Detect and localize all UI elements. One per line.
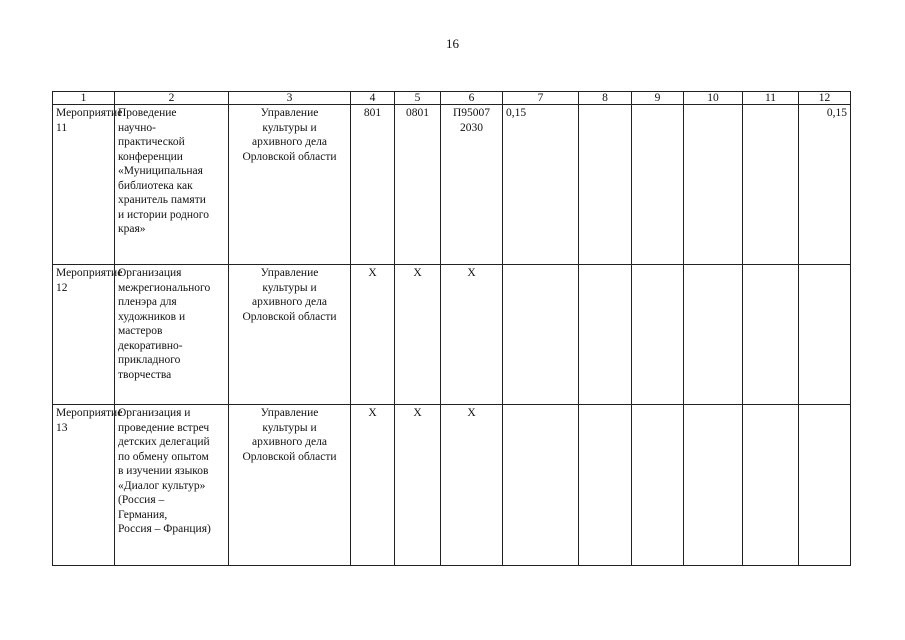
cell-col11 [743, 405, 799, 566]
cell-col5: 0801 [395, 105, 441, 265]
column-header: 6 [441, 92, 503, 105]
cell-col6: Х [441, 405, 503, 566]
column-header: 10 [684, 92, 743, 105]
cell-col9 [632, 405, 684, 566]
column-header: 9 [632, 92, 684, 105]
column-header: 7 [503, 92, 579, 105]
column-header: 3 [229, 92, 351, 105]
column-header: 11 [743, 92, 799, 105]
cell-col6: Х [441, 265, 503, 405]
table-row [53, 405, 851, 566]
cell-col11 [743, 105, 799, 265]
cell-col4: Х [351, 405, 395, 566]
event-name: Организация и проведение встреч детских делегаций по обмену опытом в изучении языков «Диалог культур» (Россия – Германия, Россия – Франция) [115, 405, 229, 566]
cell-col7: 0,15 [503, 105, 579, 265]
cell-col9 [632, 265, 684, 405]
cell-col6: П95007 2030 [441, 105, 503, 265]
cell-col5: Х [395, 405, 441, 566]
executor: Управление культуры и архивного дела Орловской области [229, 265, 351, 405]
column-header: 8 [579, 92, 632, 105]
cell-col12: 0,15 [799, 105, 851, 265]
table-row [53, 105, 851, 265]
cell-col12 [799, 405, 851, 566]
column-header: 4 [351, 92, 395, 105]
page-number: 16 [446, 36, 459, 51]
cell-col8 [579, 265, 632, 405]
cell-col11 [743, 265, 799, 405]
table-row [53, 265, 851, 405]
executor: Управление культуры и архивного дела Орловской области [229, 105, 351, 265]
column-header: 2 [115, 92, 229, 105]
executor: Управление культуры и архивного дела Орловской области [229, 405, 351, 566]
event-name: Организация межрегионального пленэра для художников и мастеров декоративно- прикладного творчества [115, 265, 229, 405]
cell-col7 [503, 265, 579, 405]
cell-col10 [684, 405, 743, 566]
cell-col8 [579, 105, 632, 265]
budget-table [52, 91, 851, 566]
cell-col12 [799, 265, 851, 405]
event-name: Проведение научно- практической конференции «Муниципальная библиотека как хранитель памяти и истории родного края» [115, 105, 229, 265]
cell-col5: Х [395, 265, 441, 405]
cell-col9 [632, 105, 684, 265]
cell-col4: Х [351, 265, 395, 405]
header-row [53, 92, 851, 105]
cell-col4: 801 [351, 105, 395, 265]
cell-col8 [579, 405, 632, 566]
cell-col10 [684, 105, 743, 265]
event-id: Мероприятие 11 [53, 105, 115, 265]
event-id: Мероприятие 13 [53, 405, 115, 566]
column-header: 1 [53, 92, 115, 105]
column-header: 5 [395, 92, 441, 105]
event-id: Мероприятие 12 [53, 265, 115, 405]
cell-col7 [503, 405, 579, 566]
cell-col10 [684, 265, 743, 405]
column-header: 12 [799, 92, 851, 105]
